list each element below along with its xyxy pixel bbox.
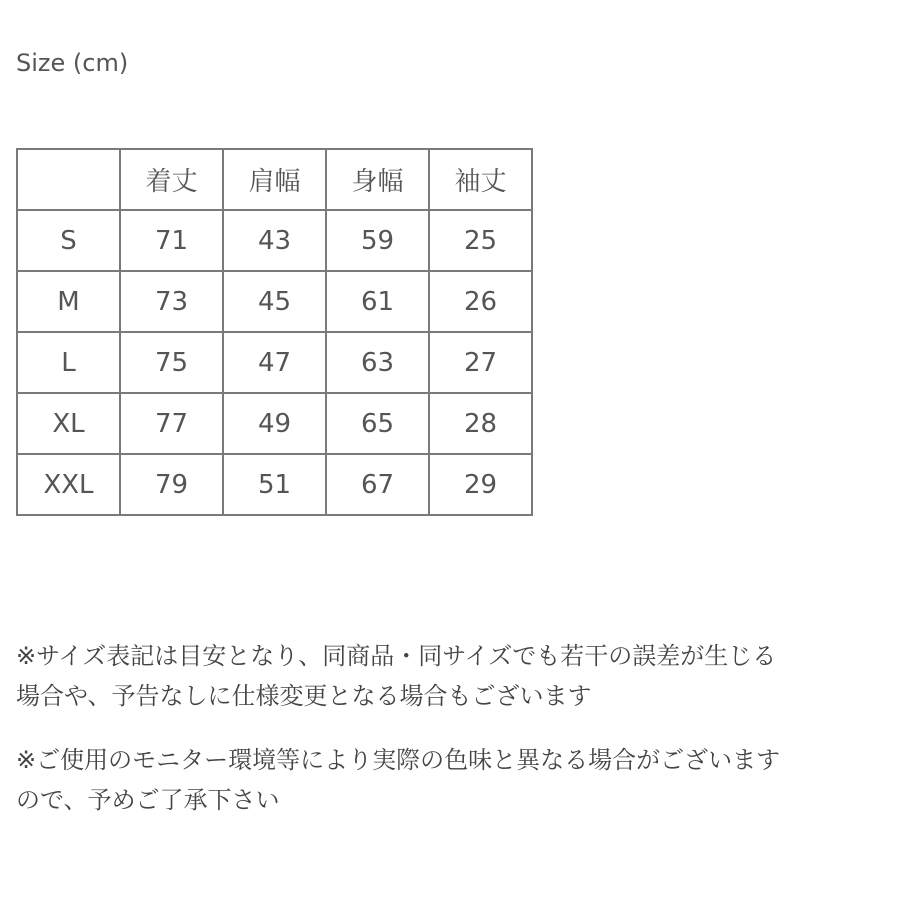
table-cell: 61 — [326, 271, 429, 332]
table-cell: 71 — [120, 210, 223, 271]
page-title: Size (cm) — [16, 49, 129, 77]
size-label-cell: L — [17, 332, 120, 393]
table-row — [17, 393, 532, 454]
table-cell: 51 — [223, 454, 326, 515]
size-label-cell: XXL — [17, 454, 120, 515]
color-disclaimer-note: ※ご使用のモニター環境等により実際の色味と異なる場合がございます ので、予めご了承下さい — [16, 746, 781, 814]
table-cell: 28 — [429, 393, 532, 454]
table-header-cell — [17, 149, 120, 210]
table-cell: 45 — [223, 271, 326, 332]
table-row — [17, 210, 532, 271]
table-cell: 47 — [223, 332, 326, 393]
size-label-cell: S — [17, 210, 120, 271]
size-label-cell: XL — [17, 393, 120, 454]
table-cell: 63 — [326, 332, 429, 393]
size-table — [16, 148, 533, 516]
table-cell: 29 — [429, 454, 532, 515]
table-row — [17, 271, 532, 332]
table-row — [17, 454, 532, 515]
table-cell: 26 — [429, 271, 532, 332]
table-header-row — [17, 149, 532, 210]
table-header-cell: 肩幅 — [223, 149, 326, 210]
table-cell: 67 — [326, 454, 429, 515]
table-cell: 75 — [120, 332, 223, 393]
table-header-cell: 身幅 — [326, 149, 429, 210]
table-header-cell: 着丈 — [120, 149, 223, 210]
table-cell: 65 — [326, 393, 429, 454]
table-row — [17, 332, 532, 393]
table-cell: 25 — [429, 210, 532, 271]
table-cell: 59 — [326, 210, 429, 271]
table-cell: 77 — [120, 393, 223, 454]
notes-section — [16, 636, 916, 844]
table-cell: 79 — [120, 454, 223, 515]
table-header-cell: 袖丈 — [429, 149, 532, 210]
size-disclaimer-note: ※サイズ表記は目安となり、同商品・同サイズでも若干の誤差が生じる 場合や、予告なしに仕様変更となる場合もございます — [16, 642, 777, 710]
table-cell: 27 — [429, 332, 532, 393]
table-cell: 73 — [120, 271, 223, 332]
table-cell: 49 — [223, 393, 326, 454]
table-cell: 43 — [223, 210, 326, 271]
size-label-cell: M — [17, 271, 120, 332]
